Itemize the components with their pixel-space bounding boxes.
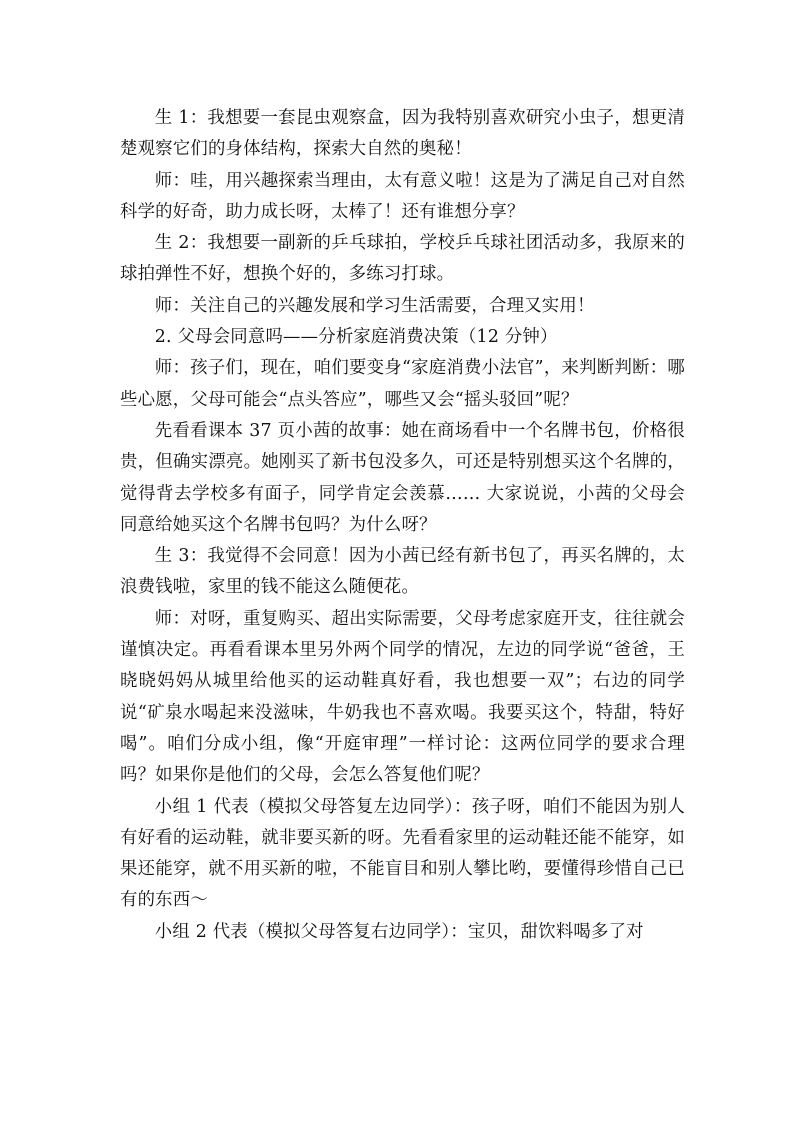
paragraph-group-2: 小组 2 代表（模拟父母答复右边同学）：宝贝，甜饮料喝多了对	[154, 921, 644, 942]
paragraph-student-3: 生 3：我觉得不会同意！因为小茜已经有新书包了，再买名牌的，太浪费钱啦，家里的钱不能这么随便花。	[120, 546, 685, 598]
section-heading: 2. 父母会同意吗——分析家庭消费决策（12 分钟）	[154, 327, 558, 348]
paragraph-story: 先看看课本 37 页小茜的故事：她在商场看中一个名牌书包，价格很贵，但确实漂亮。她刚买了新书包没多久，可还是特别想买这个名牌的，觉得背去学校多有面子，同学肯定会羡慕…… 大家说说，小茜的父母会同意给她买这个名牌书包吗？为什么呀？	[120, 420, 685, 535]
paragraph-student-2: 生 2：我想要一副新的乒乓球拍，学校乒乓球社团活动多，我原来的球拍弹性不好，想换个好的，多练习打球。	[120, 233, 685, 285]
paragraph-teacher-3: 师：孩子们，现在，咱们要变身“家庭消费小法官”，来判断判断：哪些心愿，父母可能会“点头答应”，哪些又会“摇头驳回”呢？	[120, 358, 685, 410]
paragraph-group-1: 小组 1 代表（模拟父母答复左边同学）：孩子呀，咱们不能因为别人有好看的运动鞋，就非要买新的呀。先看看家里的运动鞋还能不能穿，如果还能穿，就不用买新的啦，不能盲目和别人攀比哟，要懂得珍惜自己已有的东西～	[120, 796, 685, 911]
paragraph-teacher-4: 师：对呀，重复购买、超出实际需要，父母考虑家庭开支，往往就会谨慎决定。再看看课本里另外两个同学的情况，左边的同学说“爸爸，王晓晓妈妈从城里给他买的运动鞋真好看，我也想要一双”；右边的同学说“矿泉水喝起来没滋味，牛奶我也不喜欢喝。我要买这个，特甜，特好喝”。咱们分成小组，像“开庭审理”一样讨论：这两位同学的要求合理吗？如果你是他们的父母，会怎么答复他们呢？	[120, 608, 685, 786]
paragraph-student-1: 生 1：我想要一套昆虫观察盒，因为我特别喜欢研究小虫子，想更清楚观察它们的身体结构，探索大自然的奥秘！	[120, 108, 685, 160]
document-body	[120, 103, 685, 948]
paragraph-teacher-1: 师：哇，用兴趣探索当理由，太有意义啦！这是为了满足自己对自然科学的好奇，助力成长呀，太棒了！还有谁想分享？	[120, 170, 685, 222]
paragraph-teacher-2: 师：关注自己的兴趣发展和学习生活需要，合理又实用！	[154, 295, 595, 316]
